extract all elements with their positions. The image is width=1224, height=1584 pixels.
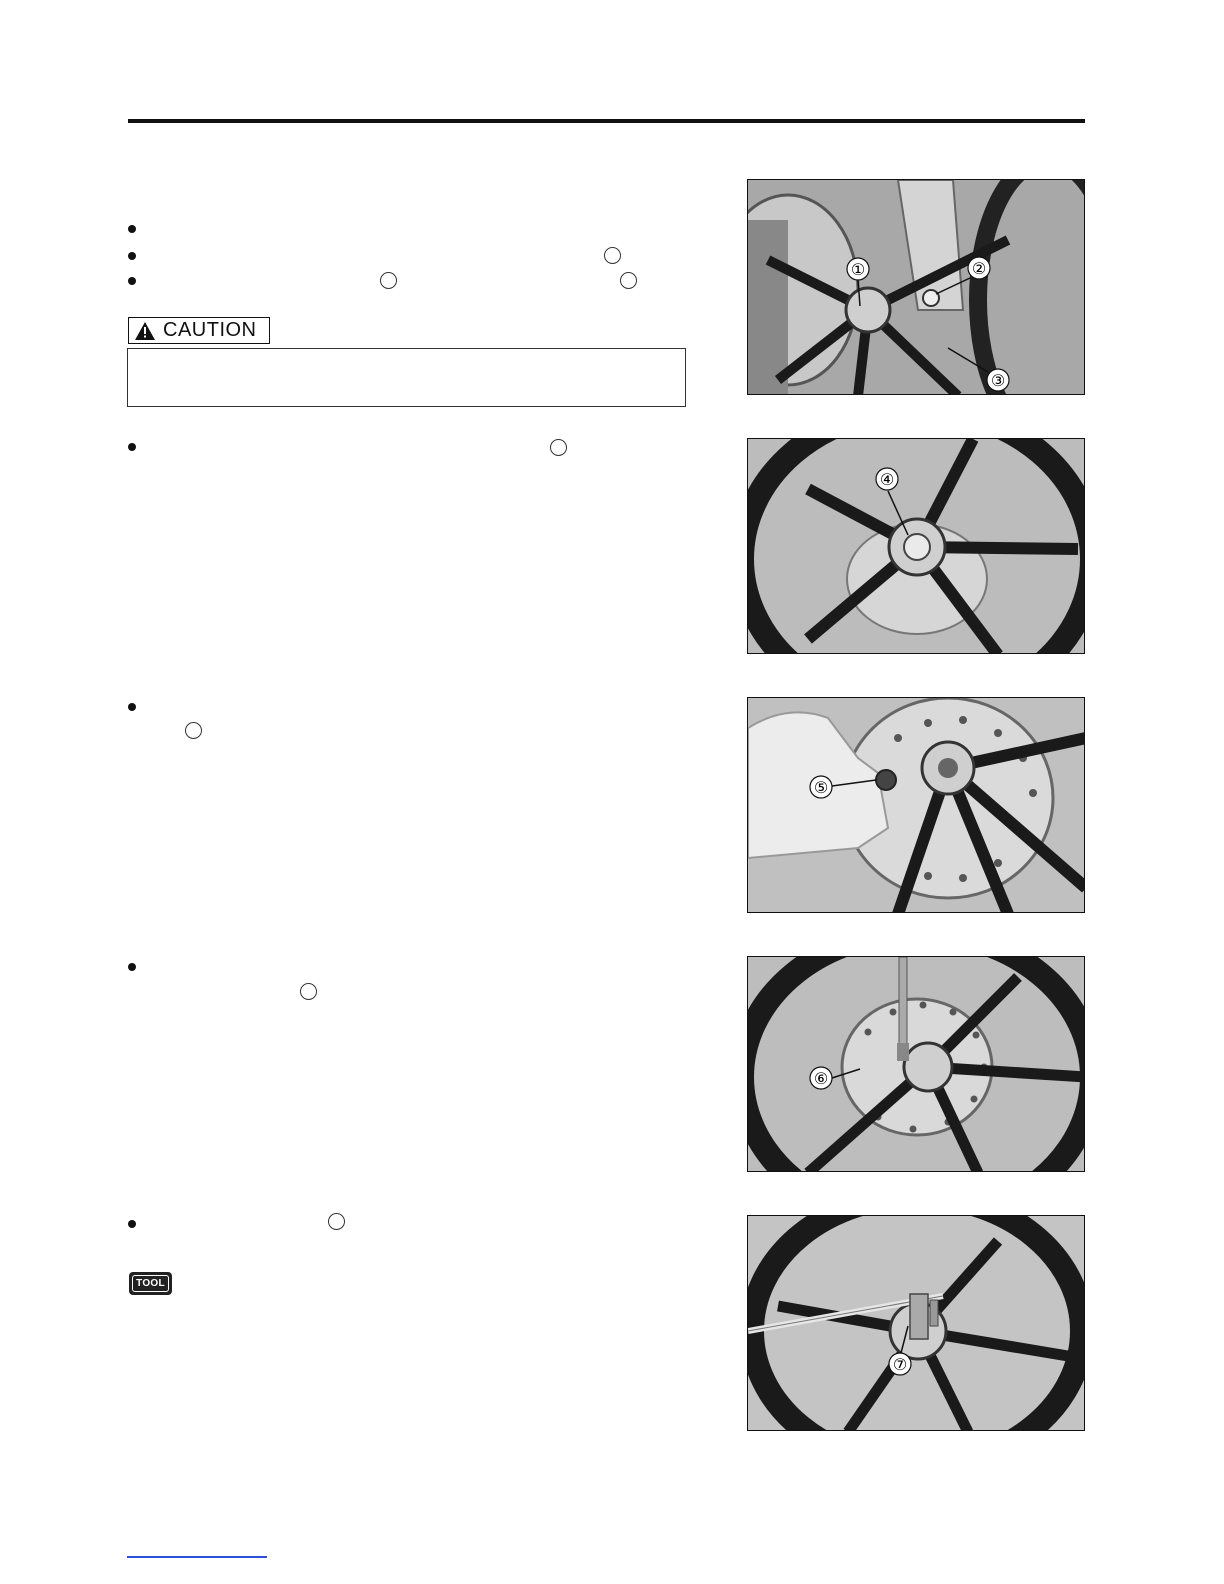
tool-label: TOOL <box>132 1275 169 1292</box>
reference-circle <box>604 247 621 264</box>
photo-brake-disc <box>747 956 1085 1172</box>
bullet <box>128 1220 136 1228</box>
tool-icon <box>129 1272 172 1295</box>
caution-label <box>128 317 270 344</box>
photo-bearing-removal <box>747 1215 1085 1431</box>
bullet <box>128 963 136 971</box>
callout-2: ② <box>971 259 987 278</box>
callout-3: ③ <box>990 371 1006 390</box>
photo-side-collar <box>747 438 1085 654</box>
photo-dust-seal <box>747 697 1085 913</box>
reference-circle <box>380 272 397 289</box>
reference-circle <box>620 272 637 289</box>
reference-circle <box>550 439 567 456</box>
callout-7: ⑦ <box>892 1355 908 1374</box>
photo-axle-removal <box>747 179 1085 395</box>
reference-circle <box>185 722 202 739</box>
callout-4: ④ <box>879 470 895 489</box>
reference-circle <box>328 1213 345 1230</box>
callout-6: ⑥ <box>813 1069 829 1088</box>
bullet <box>128 225 136 233</box>
caution-text: CAUTION <box>163 319 257 341</box>
caution-box <box>127 348 686 407</box>
footer-link-underline[interactable] <box>127 1556 267 1558</box>
callout-5: ⑤ <box>813 778 829 797</box>
header-rule <box>128 119 1085 123</box>
bullet <box>128 252 136 260</box>
bullet <box>128 277 136 285</box>
reference-circle <box>300 983 317 1000</box>
callout-1: ① <box>850 260 866 279</box>
bullet <box>128 703 136 711</box>
bullet <box>128 443 136 451</box>
warning-icon <box>135 322 155 340</box>
